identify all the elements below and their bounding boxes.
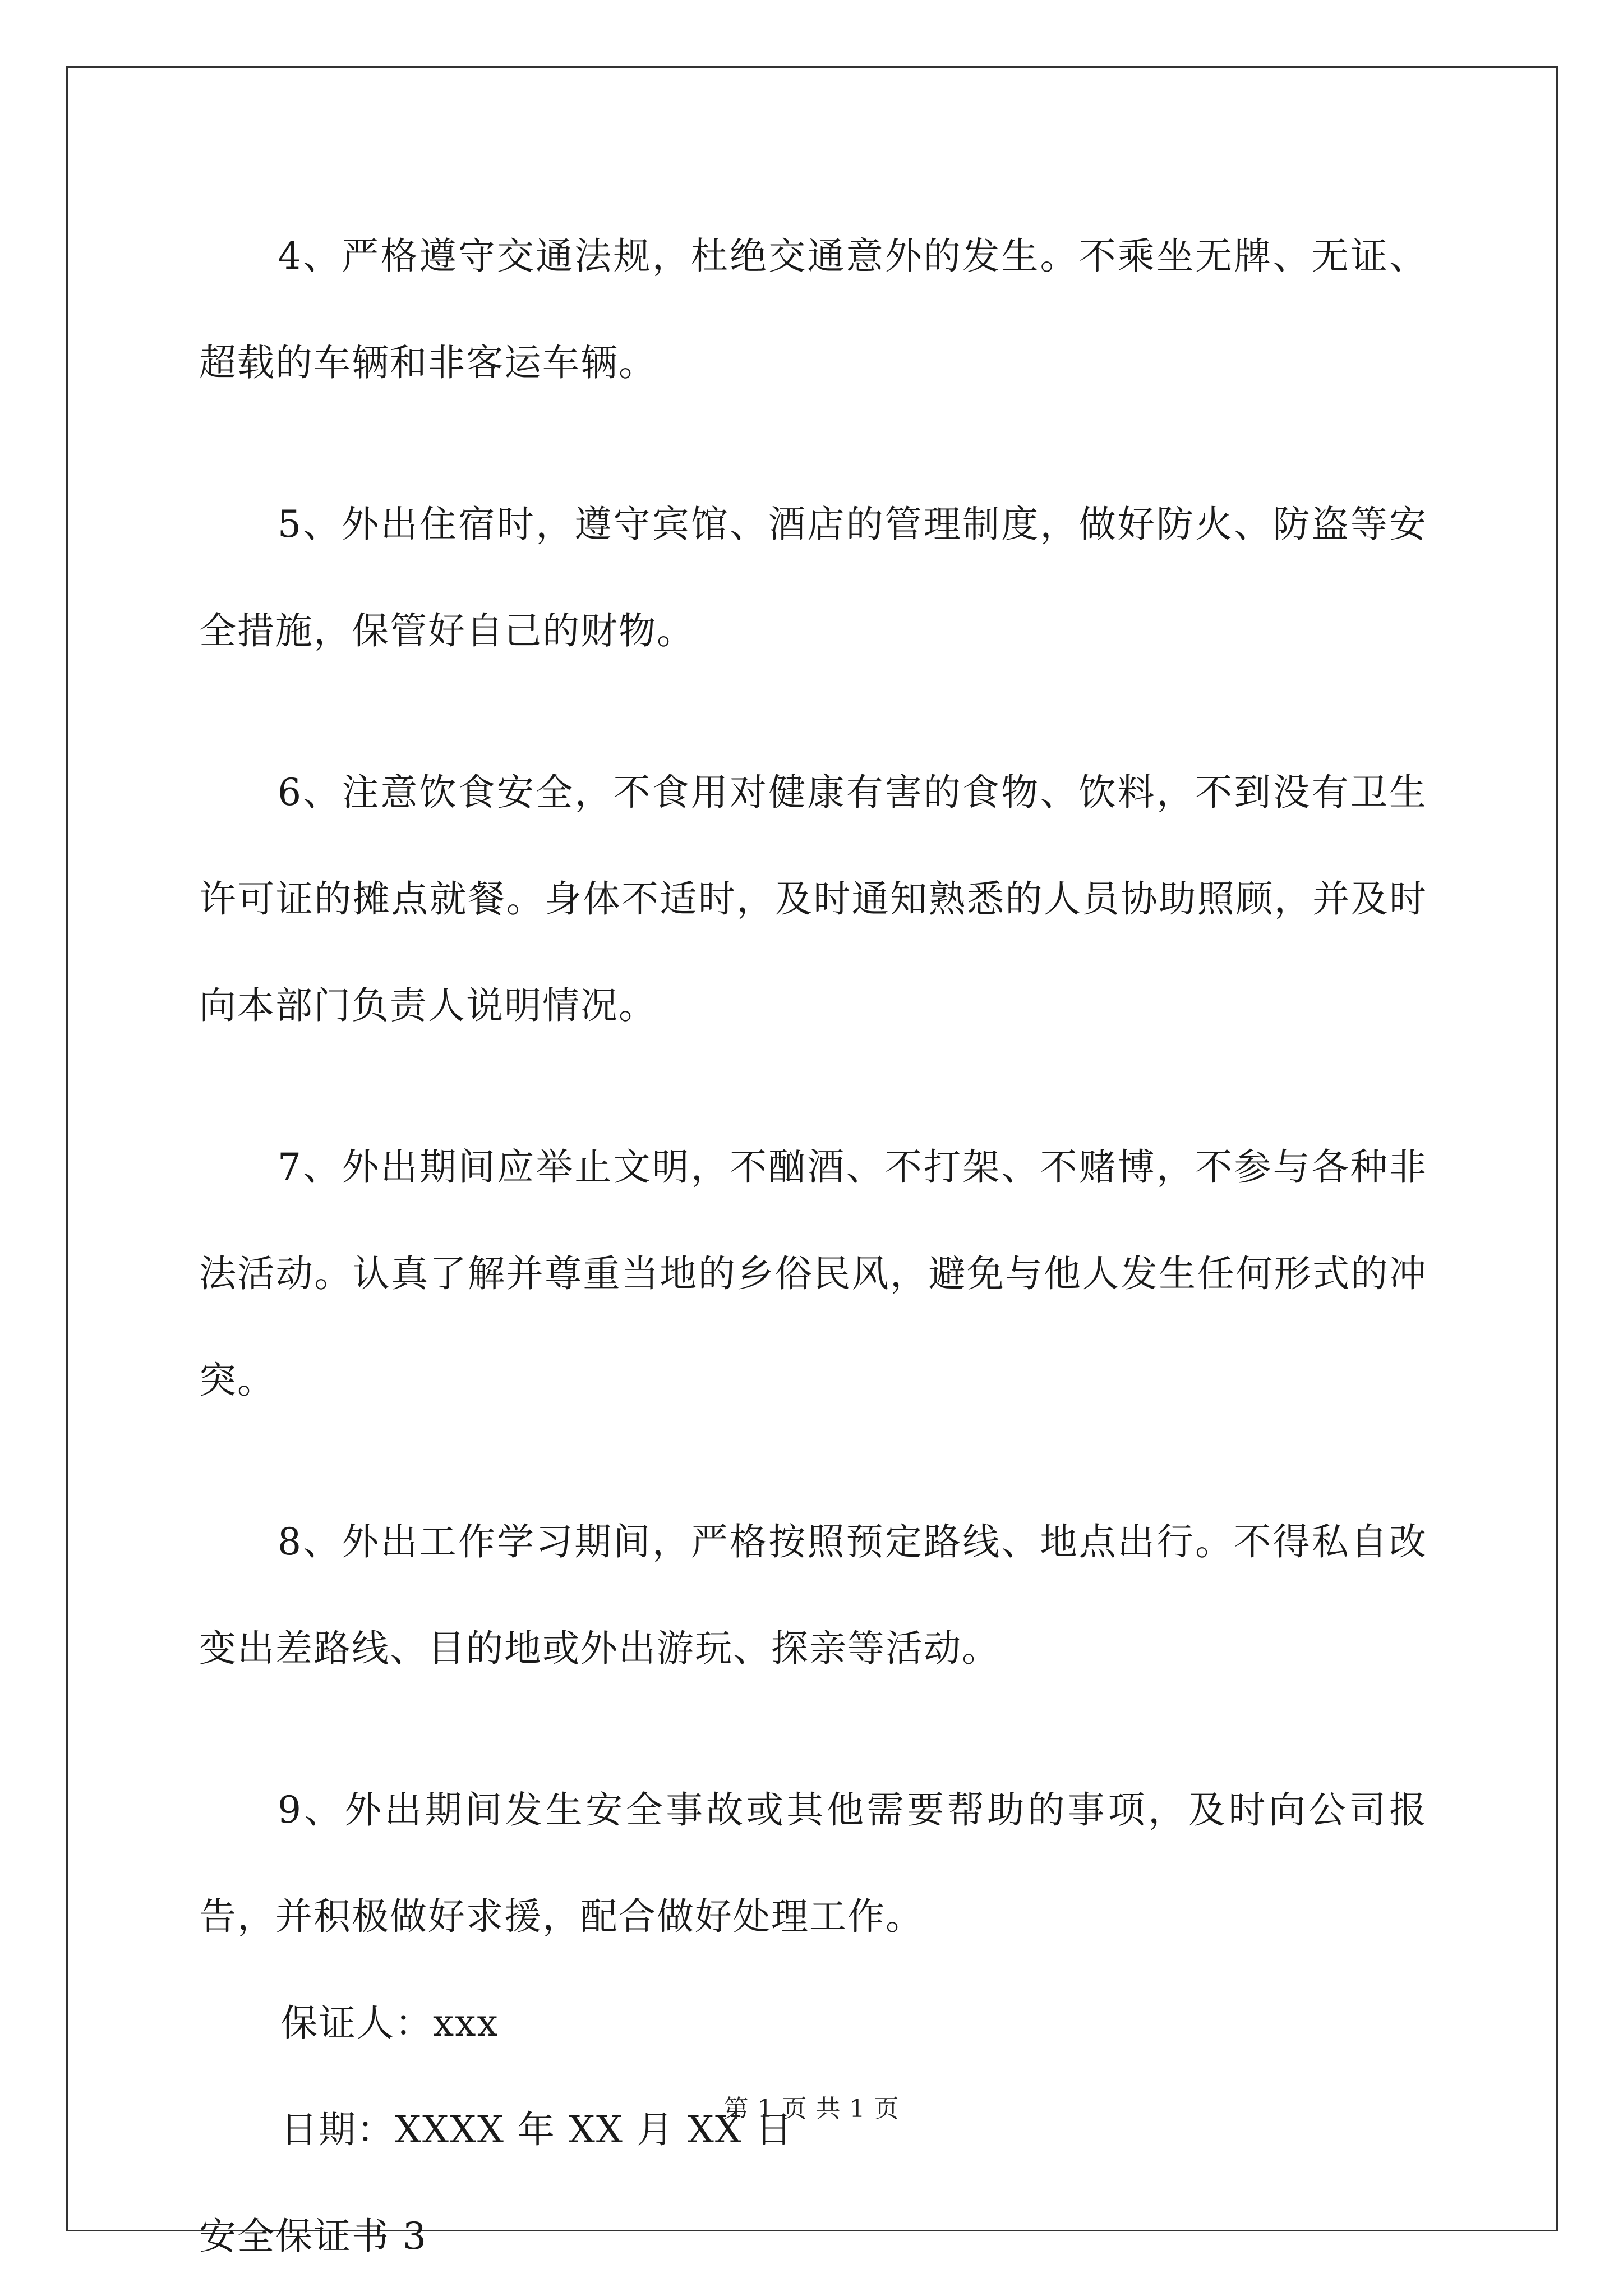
section-title: 安全保证书 3 — [199, 2215, 427, 2258]
paragraph-item-6: 6、注意饮食安全，不食用对健康有害的食物、饮料，不到没有卫生许可证的摊点就餐。身体不适时，及时通知熟悉的人员协助照顾，并及时向本部门负责人说明情况。 — [199, 771, 1427, 1027]
page-number-footer: 第 1 页 共 1 页 — [723, 2095, 900, 2123]
paragraph-item-9: 9、外出期间发生安全事故或其他需要帮助的事项，及时向公司报告，并积极做好求援，配合做好处理工作。 — [199, 1788, 1427, 1938]
paragraph-item-8: 8、外出工作学习期间，严格按照预定路线、地点出行。不得私自改变出差路线、目的地或外出游玩、探亲等活动。 — [199, 1520, 1427, 1670]
document-body — [199, 203, 1427, 2290]
guarantor-line: 保证人：xxx — [280, 2001, 499, 2045]
date-line: 日期：XXXX 年 XX 月 XX 日 — [280, 2108, 794, 2151]
paragraph-item-5: 5、外出住宿时，遵守宾馆、酒店的管理制度，做好防火、防盗等安全措施，保管好自己的财物。 — [199, 503, 1427, 652]
paragraph-item-4: 4、严格遵守交通法规，杜绝交通意外的发生。不乘坐无牌、无证、超载的车辆和非客运车辆。 — [199, 234, 1427, 384]
paragraph-item-7: 7、外出期间应举止文明，不酗酒、不打架、不赌博，不参与各种非法活动。认真了解并尊重当地的乡俗民风，避免与他人发生任何形式的冲突。 — [199, 1145, 1427, 1402]
